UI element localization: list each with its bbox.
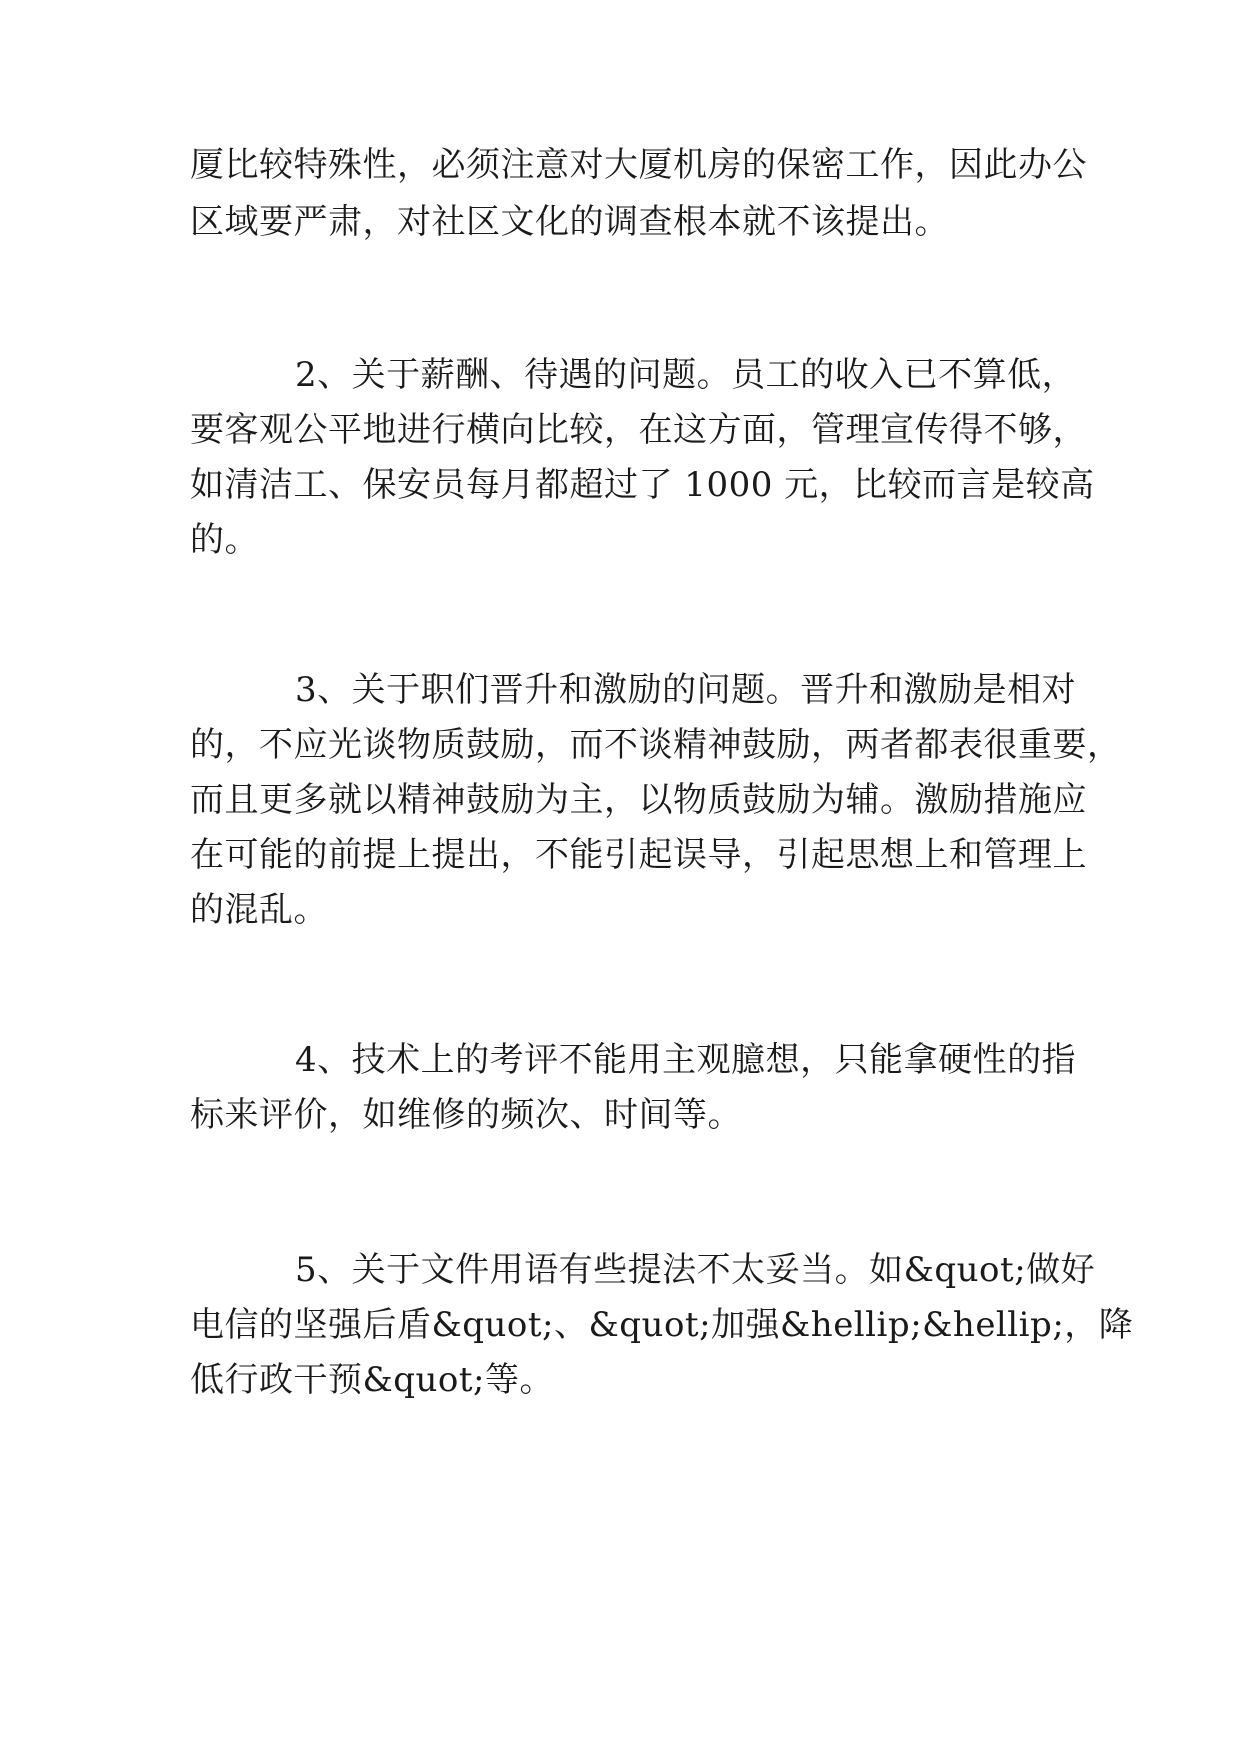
paragraph-1-line-1: 厦比较特殊性，必须注意对大厦机房的保密工作，因此办公 (190, 145, 1087, 185)
paragraph-1-line-2: 区域要严肃，对社区文化的调查根本就不该提出。 (190, 202, 949, 242)
paragraph-5-line-3: 低行政干预&quot;等。 (190, 1360, 555, 1400)
paragraph-3-line-4: 在可能的前提上提出，不能引起误导，引起思想上和管理上 (190, 835, 1087, 875)
paragraph-3-line-3: 而且更多就以精神鼓励为主，以物质鼓励为辅。激励措施应 (190, 780, 1087, 820)
paragraph-4-line-1: 4、技术上的考评不能用主观臆想，只能拿硬性的指 (295, 1040, 1077, 1080)
paragraph-3-line-2: 的，不应光谈物质鼓励，而不谈精神鼓励，两者都表很重要， (190, 725, 1122, 765)
paragraph-3-line-1: 3、关于职们晋升和激励的问题。晋升和激励是相对 (295, 670, 1077, 710)
paragraph-5-line-2: 电信的坚强后盾&quot;、&quot;加强&hellip;&hellip;，降 (190, 1305, 1134, 1345)
paragraph-5-line-1: 5、关于文件用语有些提法不太妥当。如&quot;做好 (295, 1250, 1096, 1290)
paragraph-2-line-2: 要客观公平地进行横向比较，在这方面，管理宣传得不够， (190, 410, 1087, 450)
paragraph-2-line-1: 2、关于薪酬、待遇的问题。员工的收入已不算低， (295, 355, 1077, 395)
paragraph-2-line-3: 如清洁工、保安员每月都超过了 1000 元，比较而言是较高 (190, 465, 1095, 505)
paragraph-2-line-4: 的。 (190, 520, 259, 560)
paragraph-3-line-5: 的混乱。 (190, 890, 328, 930)
paragraph-4-line-2: 标来评价，如维修的频次、时间等。 (190, 1095, 742, 1135)
